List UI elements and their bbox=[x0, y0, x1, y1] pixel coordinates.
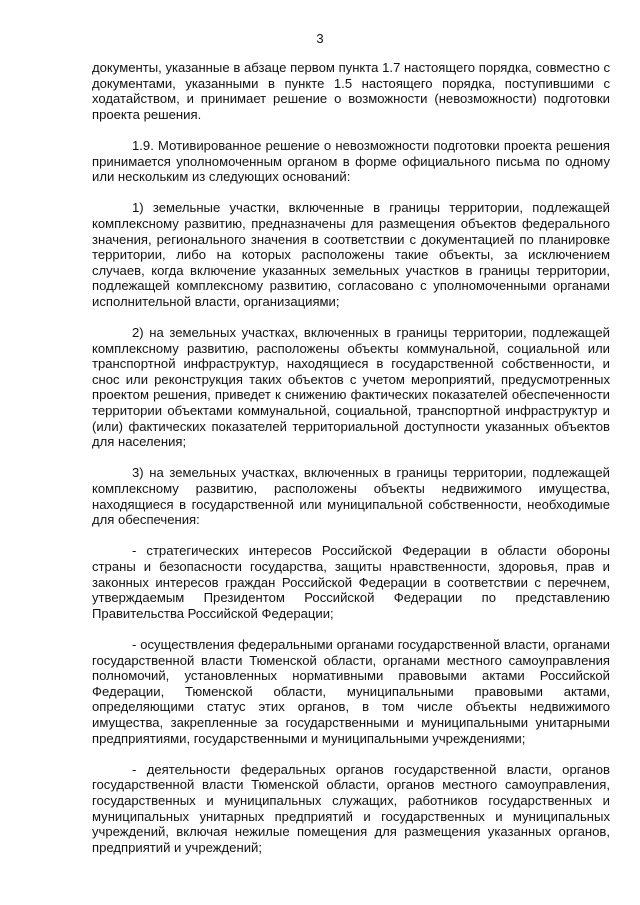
paragraph-clause-1-9: 1.9. Мотивированное решение о невозможности подготовки проекта решения принимается уполномоченным органом в форме официального письма по одному или нескольким из следующих оснований: bbox=[92, 137, 610, 185]
paragraph-item-3: 3) на земельных участках, включенных в границы территории, подлежащей комплексному развитию, расположены объекты недвижимого имущества, находящиеся в государственной или муниципальной собственности, необходимые для обеспечения: bbox=[92, 465, 610, 528]
document-body bbox=[92, 60, 610, 855]
paragraph-item-1: 1) земельные участки, включенные в границы территории, подлежащей комплексному развитию, предназначены для размещения объектов федерального значения, регионального значения в соответствии с документацией по планировке территории, либо на которых расположены такие объекты, за исключением случаев, когда включение указанных земельных участков в границы территории, подлежащей комплексному развитию, согласовано с уполномоченными органами исполнительной власти, организациями; bbox=[92, 200, 610, 309]
page-number: 3 bbox=[316, 31, 324, 46]
paragraph-continuation: документы, указанные в абзаце первом пункта 1.7 настоящего порядка, совместно с документами, указанными в пункте 1.5 настоящего порядка, поступившими с ходатайством, и принимает решение о возможности (невозможности) подготовки проекта решения. bbox=[92, 60, 610, 122]
paragraph-item-2: 2) на земельных участках, включенных в границы территории, подлежащей комплексному развитию, расположены объекты коммунальной, социальной или транспортной инфраструктур, находящиеся в государственной собственности, и снос или реконструкция таких объектов с учетом мероприятий, предусмотренных проектом решения, приведет к снижению фактических показателей обеспеченности территории объектами коммунальной, социальной, транспортной инфраструктур и (или) фактических показателей территориальной доступности указанных объектов для населения; bbox=[92, 325, 610, 450]
paragraph-bullet-activities: - деятельности федеральных органов государственной власти, органов государственной власти Тюменской области, органов местного самоуправления, государственных и муниципальных служащих, работников государственных и муниципальных унитарных предприятий и государственных и муниципальных учреждений, включая нежилые помещения для размещения указанных органов, предприятий и учреждений; bbox=[92, 761, 610, 855]
paragraph-bullet-authorities: - осуществления федеральными органами государственной власти, органами государственной власти Тюменской области, органами местного самоуправления полномочий, установленных нормативными правовыми актами Российской Федерации, Тюменской области, муниципальными правовыми актами, определяющими статус этих органов, в том числе объекты недвижимого имущества, закрепленные за государственными и муниципальными унитарными предприятиями, государственными и муниципальными учреждениями; bbox=[92, 636, 610, 746]
paragraph-bullet-strategic: - стратегических интересов Российской Федерации в области обороны страны и безопасности государства, защиты нравственности, здоровья, прав и законных интересов граждан Российской Федерации в соответствии с перечнем, утверждаемым Президентом Российской Федерации по представлению Правительства Российской Федерации; bbox=[92, 543, 610, 621]
